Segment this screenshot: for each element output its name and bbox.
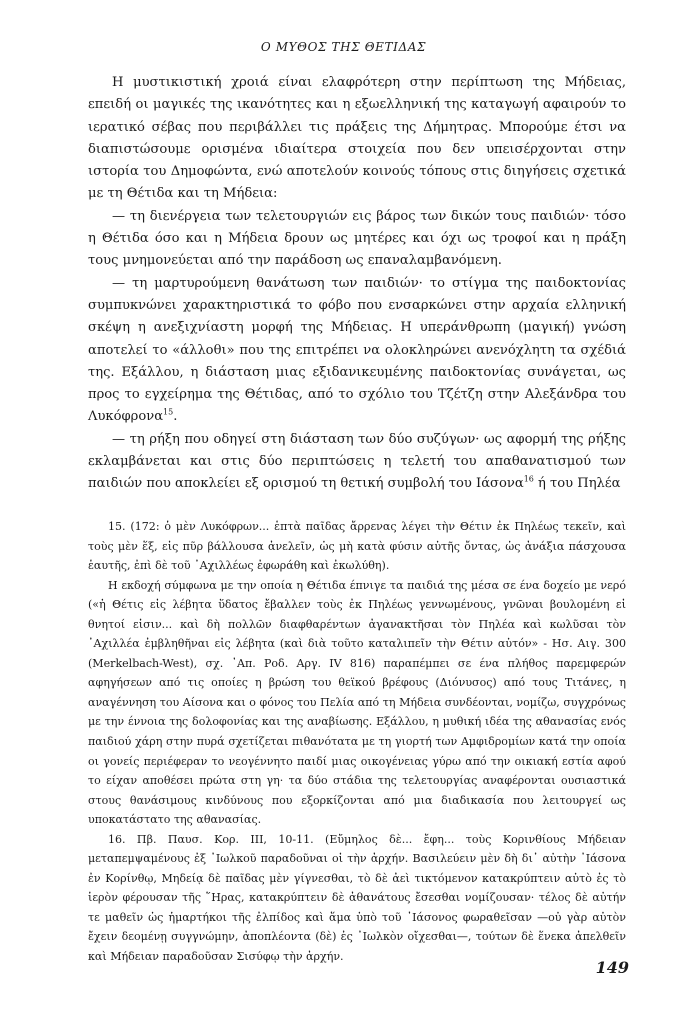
- footnote-ref-16[interactable]: 16: [523, 474, 534, 484]
- paragraph-2: — τη διενέργεια των τελετουργιών εις βάρος των δικών τους παιδιών· τόσο η Θέτιδα όσο και η Μήδεια δρουν ως μητέρες και όχι ως τροφοί και η πράξη τους μνημονεύεται από την παράδοση ως επαναλαμβανόμενη.: [88, 208, 626, 269]
- paragraph-3-text: — τη μαρτυρούμενη θανάτωση των παιδιών· το στίγμα της παιδοκτονίας συμπυκνώνει χαρακτηριστικά το φόβο που ενσαρκώνει στην αρχαία ελληνική σκέψη η ανεξιχνίαστη μορφή της Μήδειας. Η υπεράνθρωπη (μαγική) γνώση αποτελεί το «άλλοθι» που της επιτρέπει να ολοκληρώνει ανενόχλητη τα σχέδιά της. Εξάλλου, η διάσταση μιας εξιδανικευμένης παιδοκτονίας συνάγεται, ως προς το εγχείρημα της Θέτιδας, από το σχόλιο του Τζέτζη στην Αλεξάνδρα του Λυκόφρονα: [88, 275, 626, 425]
- page-number: 149: [595, 958, 629, 977]
- paragraph-4-text: — τη ρήξη που οδηγεί στη διάσταση των δύο συζύγων· ως αφορμή της ρήξης εκλαμβάνεται και στις δύο περιπτώσεις η τελετή του απαθανατισμού των παιδιών που αποκλείει εξ ορισμού τη θετική συμβολή του Ιάσονα: [88, 431, 626, 492]
- paragraph-4-end: ή του Πηλέα: [533, 476, 621, 492]
- running-head: Ο ΜΥΘΟΣ ΤΗΣ ΘΕΤΙΔΑΣ: [260, 40, 427, 54]
- paragraph-3-end: .: [173, 409, 178, 425]
- paragraph-3: [88, 273, 626, 429]
- main-text: [88, 72, 626, 496]
- footnotes: [88, 517, 626, 967]
- footnote-15: 15. (172: ὁ μὲν Λυκόφρων... ἑπτὰ παῖδας ἄρρενας λέγει τὴν Θέτιν ἐκ Πηλέως τεκεῖν, καὶ τοὺς μὲν ἕξ, εἰς πῦρ βάλλουσα ἀνελεῖν, ὡς μὴ κατὰ φύσιν αὐτῆς ὄντας, ὡς ἀνάξια πάσχουσα ἑαυτῆς, ἐπὶ δὲ τοῦ ᾿Αχιλλέως ἐφωράθη καὶ ἐκωλύθη).: [88, 520, 626, 573]
- footnote-15-continued: Η εκδοχή σύμφωνα με την οποία η Θέτιδα έπνιγε τα παιδιά της μέσα σε ένα δοχείο με νερό («ἡ Θέτις εἰς λέβητα ὕδατος ἔβαλλεν τοὺς ἐκ Πηλέως γεννωμένους, γνῶναι βουλομένη εἰ θνητοί εἰσιν... καὶ δὴ πολλῶν διαφθαρέντων ἀγανακτῆσαι τὸν Πηλέα καὶ κωλῦσαι τὸν ᾿Αχιλλέα ἐμβληθῆναι εἰς λέβητα (καὶ διὰ τοῦτο καταλιπεῖν τὴν Θέτιν αὐτόν» - Ησ. Αιγ. 300 (Merkelbach-West), σχ. ᾿Απ. Ροδ. Αργ. IV 816) παραπέμπει σε ένα πλήθος παρεμφερών αφηγήσεων από τις οποίες η βρώση του θεϊκού βρέφους (Διόνυσος) από τους Τιτάνες, η αναγέννηση του Αίσονα και ο φόνος του Πελία από τη Μήδεια συνδέονται, νομίζω, συγχρόνως με την έννοια της δολοφονίας και της αναβίωσης. Εξάλλου, η μυθική ιδέα της αθανασίας ενός παιδιού χάρη στην πυρά σχετίζεται πιθανότατα με τη γιορτή των Αμφιδρομίων κατά την οποία οι γονείς περιέφεραν το νεογέννητο παιδί μιας οικογένειας γύρω από την οικιακή εστία αφού το είχαν αποθέσει πρώτα στη γη· τα δύο στάδια της τελετουργίας αναφέρονται ουσιαστικά στους θανάσιμους κινδύνους που εξορκίζονται από μια διαδικασία που λειτουργεί ως υποκατάστατο της αθανασίας.: [88, 578, 626, 827]
- paragraph-1: Η μυστικιστική χροιά είναι ελαφρότερη στην περίπτωση της Μήδειας, επειδή οι μαγικές της ικανότητες και η εξωελληνική της καταγωγή αφαιρούν το ιερατικό σέβας που περιβάλλει τις πράξεις της Δήμητρας. Μπορούμε έτσι να διαπιστώσουμε ορισμένα ιδιαίτερα στοιχεία που δεν υπεισέρχονται στην ιστορία του Δημοφώντα, ενώ αποτελούν κοινούς τόπους στις διηγήσεις σχετικά με τη Θέτιδα και τη Μήδεια:: [88, 75, 626, 202]
- paragraph-4: [88, 429, 626, 496]
- footnote-16: 16. Πβ. Παυσ. Κορ. III, 10-11. (Εὔμηλος δὲ... ἔφη... τοὺς Κορινθίους Μήδειαν μεταπεμψαμένους ἐξ ᾿Ιωλκοῦ παραδοῦναι οἱ τὴν ἀρχήν. Βασιλεύειν μὲν δὴ δι᾿ αὐτὴν ᾿Ιάσονα ἐν Κορίνθῳ, Μηδείᾳ δὲ παῖδας μὲν γίγνεσθαι, τὸ δὲ ἀεὶ τικτόμενον κατακρύπτειν αὐτὸ ἐς τὸ ἱερὸν φέρουσαν τῆς ῞Ηρας, κατακρύπτειν δὲ ἀθανάτους ἔσεσθαι νομίζουσαν· τέλος δὲ αὐτήν τε μαθεῖν ὡς ἡμαρτήκοι τῆς ἐλπίδος καὶ ἅμα ὑπὸ τοῦ ᾿Ιάσονος φωραθεῖσαν —οὐ γὰρ αὐτὸν ἔχειν δεομένῃ συγγνώμην, ἀποπλέοντα (δὲ) ἐς ᾿Ιωλκὸν οἴχεσθαι—, τούτων δὲ ἕνεκα ἀπελθεῖν καὶ Μήδειαν παραδοῦσαν Σισύφῳ τὴν ἀρχήν.: [88, 832, 626, 964]
- footnote-ref-15[interactable]: 15: [163, 408, 174, 418]
